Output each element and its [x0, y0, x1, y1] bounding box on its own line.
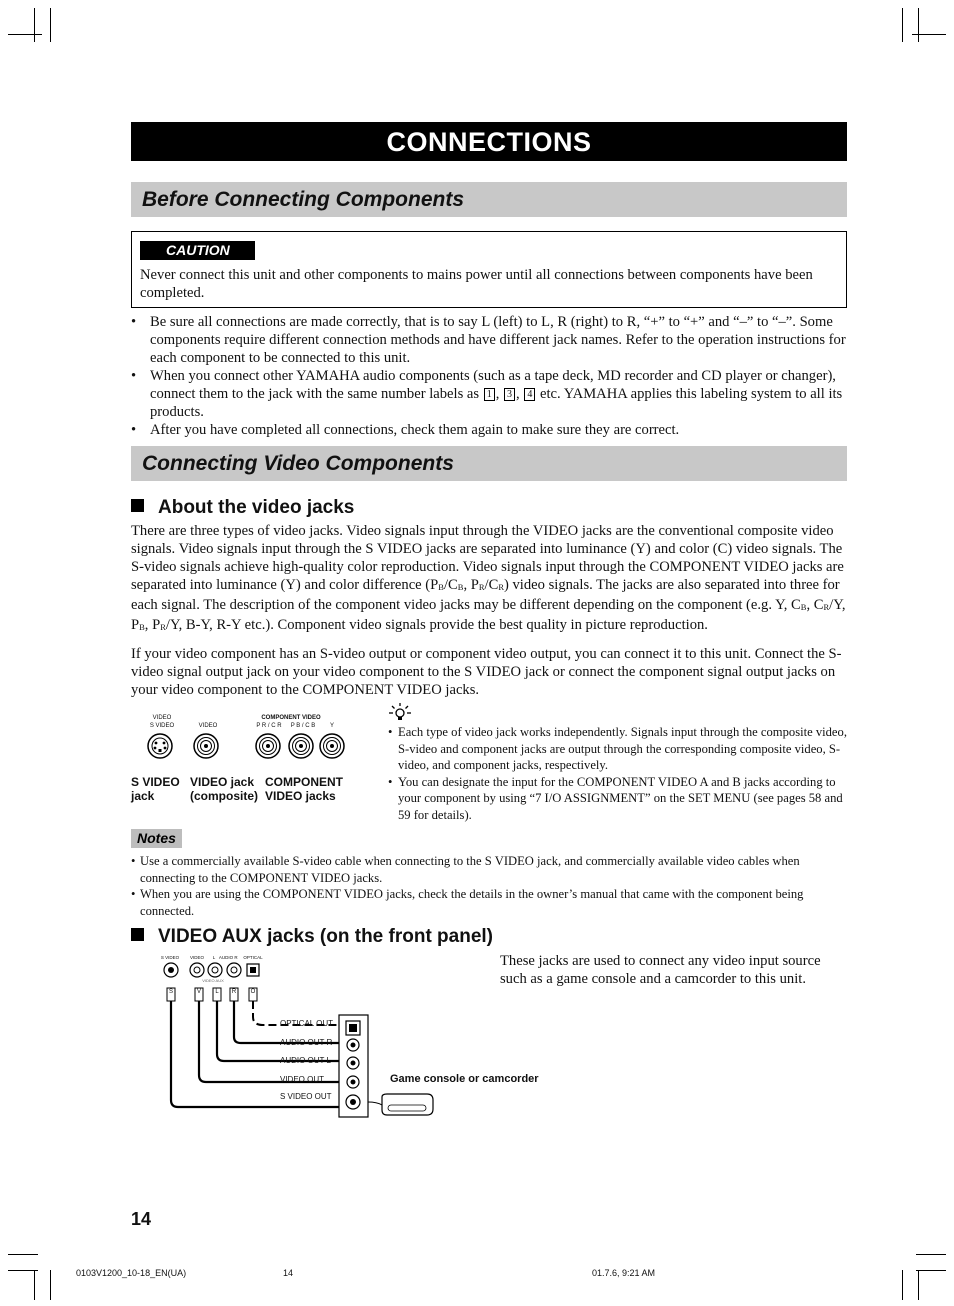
label-number: 1	[484, 388, 495, 401]
tip-lightbulb-icon	[388, 702, 412, 722]
panel-label-svideo: S VIDEO	[160, 955, 180, 960]
caution-box	[131, 231, 847, 308]
jack-label-y: Y	[329, 723, 334, 729]
component-jack-pb-icon	[289, 734, 313, 758]
crop-mark	[50, 1270, 51, 1300]
caution-label: CAUTION	[140, 241, 255, 260]
panel-label-audio: AUDIO	[218, 955, 234, 960]
label-number: 4	[524, 388, 535, 401]
crop-mark	[918, 1270, 919, 1300]
port-label-svideo-out: S VIDEO OUT	[280, 1092, 332, 1101]
crop-mark	[34, 1270, 35, 1300]
square-bullet-icon	[131, 499, 144, 512]
subheading-aux: VIDEO AUX jacks (on the front panel)	[131, 926, 493, 948]
connection-bullets	[131, 313, 847, 439]
device-label: Game console or camcorder	[390, 1073, 539, 1085]
crop-mark	[8, 34, 42, 35]
crop-mark	[8, 1254, 38, 1255]
crop-mark	[916, 1254, 946, 1255]
panel-sub-label: VIDEO AUX	[202, 978, 224, 983]
caption-component-jacks: COMPONENT VIDEO jacks	[265, 775, 343, 803]
crop-mark	[34, 8, 35, 42]
panel-label-video: VIDEO	[189, 955, 204, 960]
tip-item: • You can designate the input for the COMPONENT VIDEO A and B jacks according to your component by using “7 I/O ASSIGNMENT” on the SET MENU (see pages 58 and 59 for details).	[388, 774, 848, 824]
footer-page: 14	[283, 1268, 294, 1278]
footer-file: 0103V1200_10-18_EN(UA)	[76, 1268, 187, 1278]
crop-mark	[902, 1270, 903, 1300]
about-paragraph-2: If your video component has an S-video output or component video output, you can connect it to this unit. Connect the S-video signal output jack on your video component to the S VIDEO jack or connect the component signal output jacks on your video component to the COMPONENT VIDEO jacks.	[131, 646, 842, 698]
plug-letter: O	[250, 989, 256, 995]
svideo-jack-icon	[148, 734, 172, 758]
label-number: 3	[504, 388, 515, 401]
composite-jack-icon	[194, 734, 218, 758]
plug-letter: L	[215, 989, 219, 995]
tip-item: • Each type of video jack works independently. Signals input through the composite video, S-video and component jacks are output through the corresponding composite video, S-video, and component jacks, respectively.	[388, 724, 848, 774]
notes-list	[131, 853, 847, 919]
crop-mark	[902, 8, 903, 42]
square-bullet-icon	[131, 928, 144, 941]
note-item: • When you are using the COMPONENT VIDEO jacks, check the details in the owner’s manual that came with the component being connected.	[131, 886, 847, 919]
caption-video-jack: VIDEO jack (composite)	[190, 775, 259, 803]
aux-description: These jacks are used to connect any video input source such as a game console and a camcorder to this unit.	[500, 953, 821, 987]
port-label-audio-out-r: AUDIO OUT R	[280, 1038, 333, 1047]
about-paragraph-1: There are three types of video jacks. Video signals input through the VIDEO jacks are the conventional composite video signals. Video signals input through the S VIDEO jacks are separated into luminance (Y) and color (C) video signals. The S-video signals achieve high-quality color reproduction. Video signals input through the COMPONENT VIDEO jacks are separated into luminance (Y) and color difference (PB/CB, PR/CR) video signals. The jacks are also separated into three for each signal. The description of the component video jacks may be different depending on the component (e.g. Y, CB, CR/Y, PB, PR/Y, B-Y, R-Y etc.). Component video signals provide the best quality in picture reproduction.	[131, 523, 846, 633]
plug-letter: V	[196, 989, 201, 995]
crop-mark	[916, 1270, 946, 1271]
section-heading-video: Connecting Video Components	[131, 446, 847, 481]
panel-label-r: R	[234, 955, 238, 960]
component-jack-y-icon	[320, 734, 344, 758]
notes-label: Notes	[131, 829, 182, 848]
panel-label-optical: OPTICAL	[243, 955, 263, 960]
plug-letter: R	[231, 989, 237, 995]
section-heading-before: Before Connecting Components	[131, 182, 847, 217]
jack-label-svideo: S VIDEO	[149, 723, 175, 729]
note-item: • Use a commercially available S-video cable when connecting to the S VIDEO jack, and commercially available video cables when connecting to the COMPONENT VIDEO jacks.	[131, 853, 847, 886]
bullet-item: • When you connect other YAMAHA audio components (such as a tape deck, MD recorder and CD player or changer), connect them to the jack with the same number labels as 1 , 3 , 4 etc. YAMAHA applies this labeling system to all its products.	[131, 367, 847, 421]
video-jacks-diagram	[140, 730, 350, 764]
port-label-optical-out: OPTICAL OUT	[280, 1019, 334, 1028]
panel-label-l: L	[212, 955, 216, 960]
component-jack-pr-icon	[256, 734, 280, 758]
bullet-item: • Be sure all connections are made correctly, that is to say L (left) to L, R (right) to R, “+” to “+” and “–” to “–”. Some components require different connection methods and have different jack names. Refer to the operation instructions for each component to be connected to this unit.	[131, 313, 847, 367]
bullet-item: • After you have completed all connections, check them again to make sure they are correct.	[131, 421, 847, 439]
port-label-video-out: VIDEO OUT	[280, 1075, 325, 1084]
subheading-about: About the video jacks	[131, 497, 354, 519]
caution-text: Never connect this unit and other components to mains power until all connections between components have been completed.	[140, 267, 813, 301]
jack-label-pb: P B / C B	[290, 723, 316, 729]
crop-mark	[50, 8, 51, 42]
jack-label-video-top: VIDEO	[152, 715, 172, 721]
page-title: CONNECTIONS	[131, 122, 847, 161]
page-number: 14	[131, 1209, 152, 1229]
jack-label-pr: P R / C R	[256, 723, 282, 729]
port-label-audio-out-l: AUDIO OUT L	[280, 1056, 331, 1065]
footer-date: 01.7.6, 9:21 AM	[592, 1268, 656, 1278]
tips-list	[388, 724, 848, 823]
jack-label-component: COMPONENT VIDEO	[261, 715, 321, 721]
jack-label-video: VIDEO	[198, 723, 218, 729]
plug-letter: S	[168, 989, 173, 995]
caption-svideo-jack: S VIDEO jack	[131, 775, 180, 803]
crop-mark	[918, 8, 919, 42]
